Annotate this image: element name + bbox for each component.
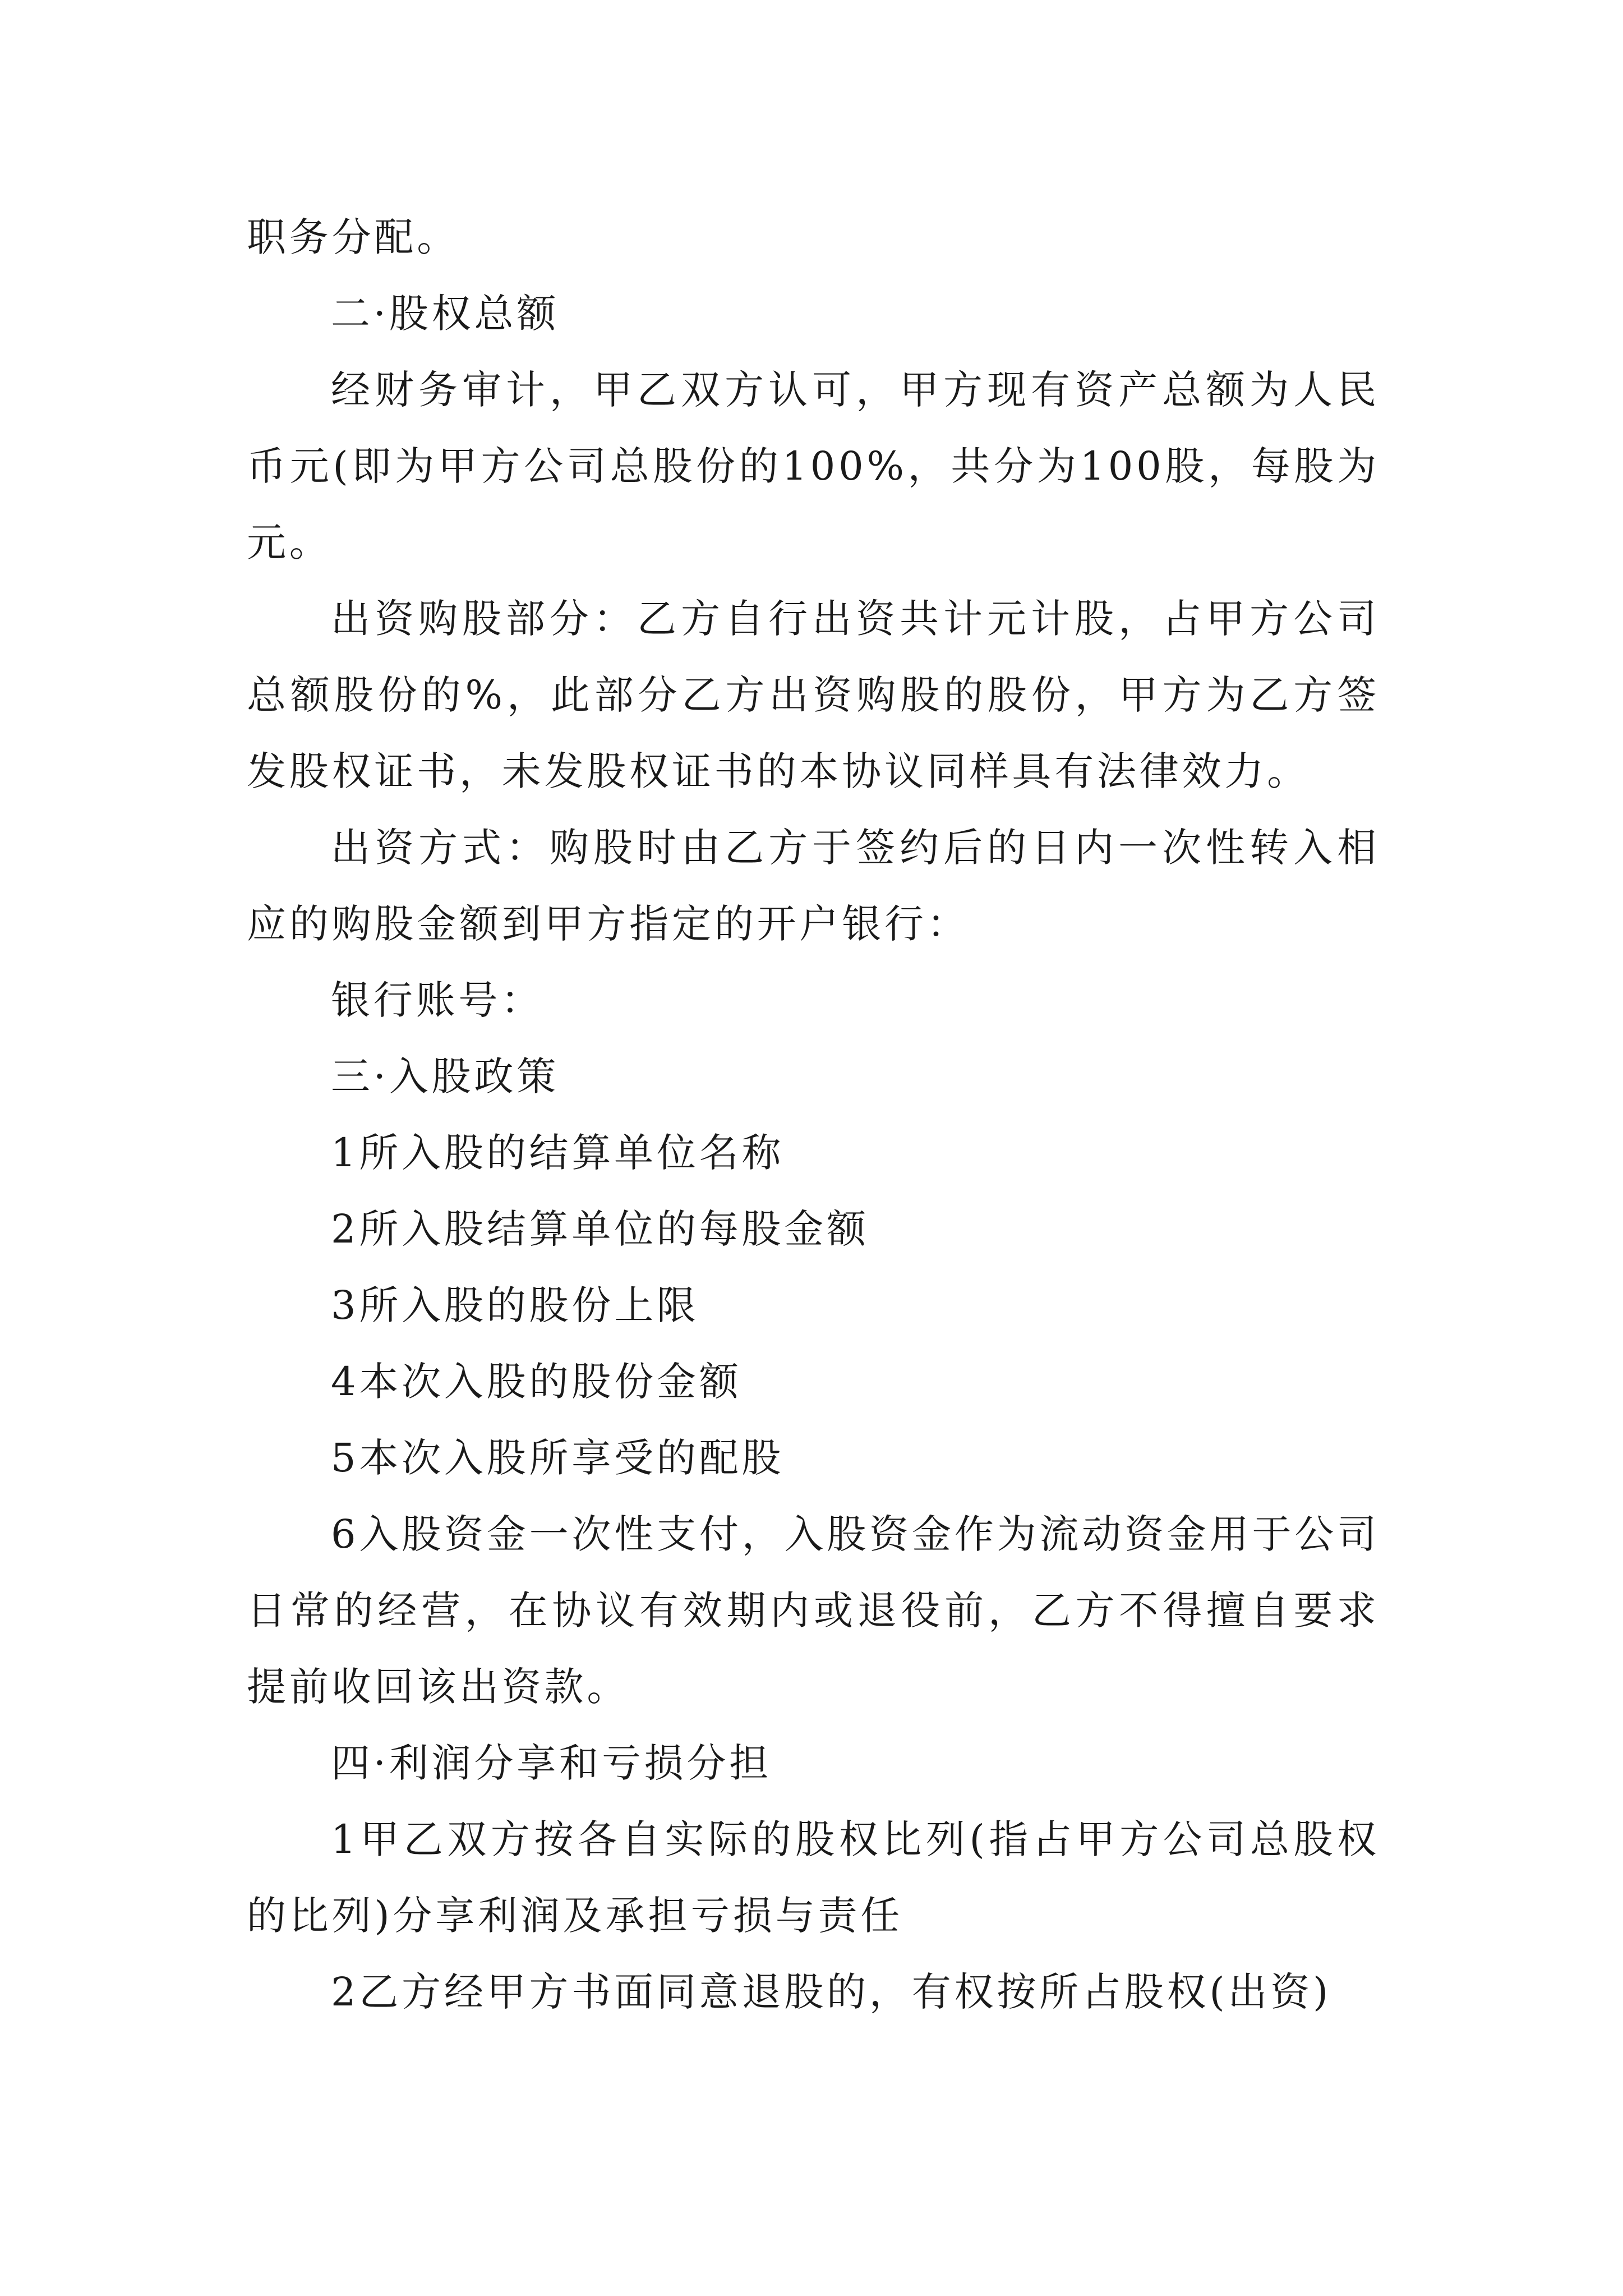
document-page (247, 199, 1380, 2030)
paragraph: 银行账号： (331, 977, 543, 1023)
paragraph: 职务分配。 (247, 214, 459, 260)
list-item: 1甲乙双方按各自实际的股权比列(指占甲方公司总股权的比列)分享利润及承担亏损与责任 (247, 1816, 1380, 1939)
section-heading: 二·股权总额 (331, 291, 560, 337)
list-item: 5本次入股所享受的配股 (331, 1435, 785, 1481)
list-item: 4本次入股的股份金额 (331, 1359, 742, 1405)
paragraph: 出资方式：购股时由乙方于签约后的日内一次性转入相应的购股金额到甲方指定的开户银行： (247, 825, 1380, 947)
section-heading: 四·利润分享和亏损分担 (331, 1740, 772, 1786)
list-item: 3所入股的股份上限 (331, 1282, 699, 1328)
list-item: 6入股资金一次性支付，入股资金作为流动资金用于公司日常的经营，在协议有效期内或退役前，乙方不得擅自要求提前收回该出资款。 (247, 1511, 1380, 1710)
list-item: 2乙方经甲方书面同意退股的，有权按所占股权(出资) (331, 1969, 1332, 2015)
list-item: 1所入股的结算单位名称 (331, 1130, 785, 1176)
section-heading: 三·入股政策 (331, 1053, 560, 1099)
paragraph: 出资购股部分：乙方自行出资共计元计股，占甲方公司总额股份的%，此部分乙方出资购股的股份，甲方为乙方签发股权证书，未发股权证书的本协议同样具有法律效力。 (247, 596, 1380, 794)
paragraph: 经财务审计，甲乙双方认可，甲方现有资产总额为人民币元(即为甲方公司总股份的100%，共分为100股，每股为元。 (247, 367, 1380, 565)
list-item: 2所入股结算单位的每股金额 (331, 1206, 869, 1252)
